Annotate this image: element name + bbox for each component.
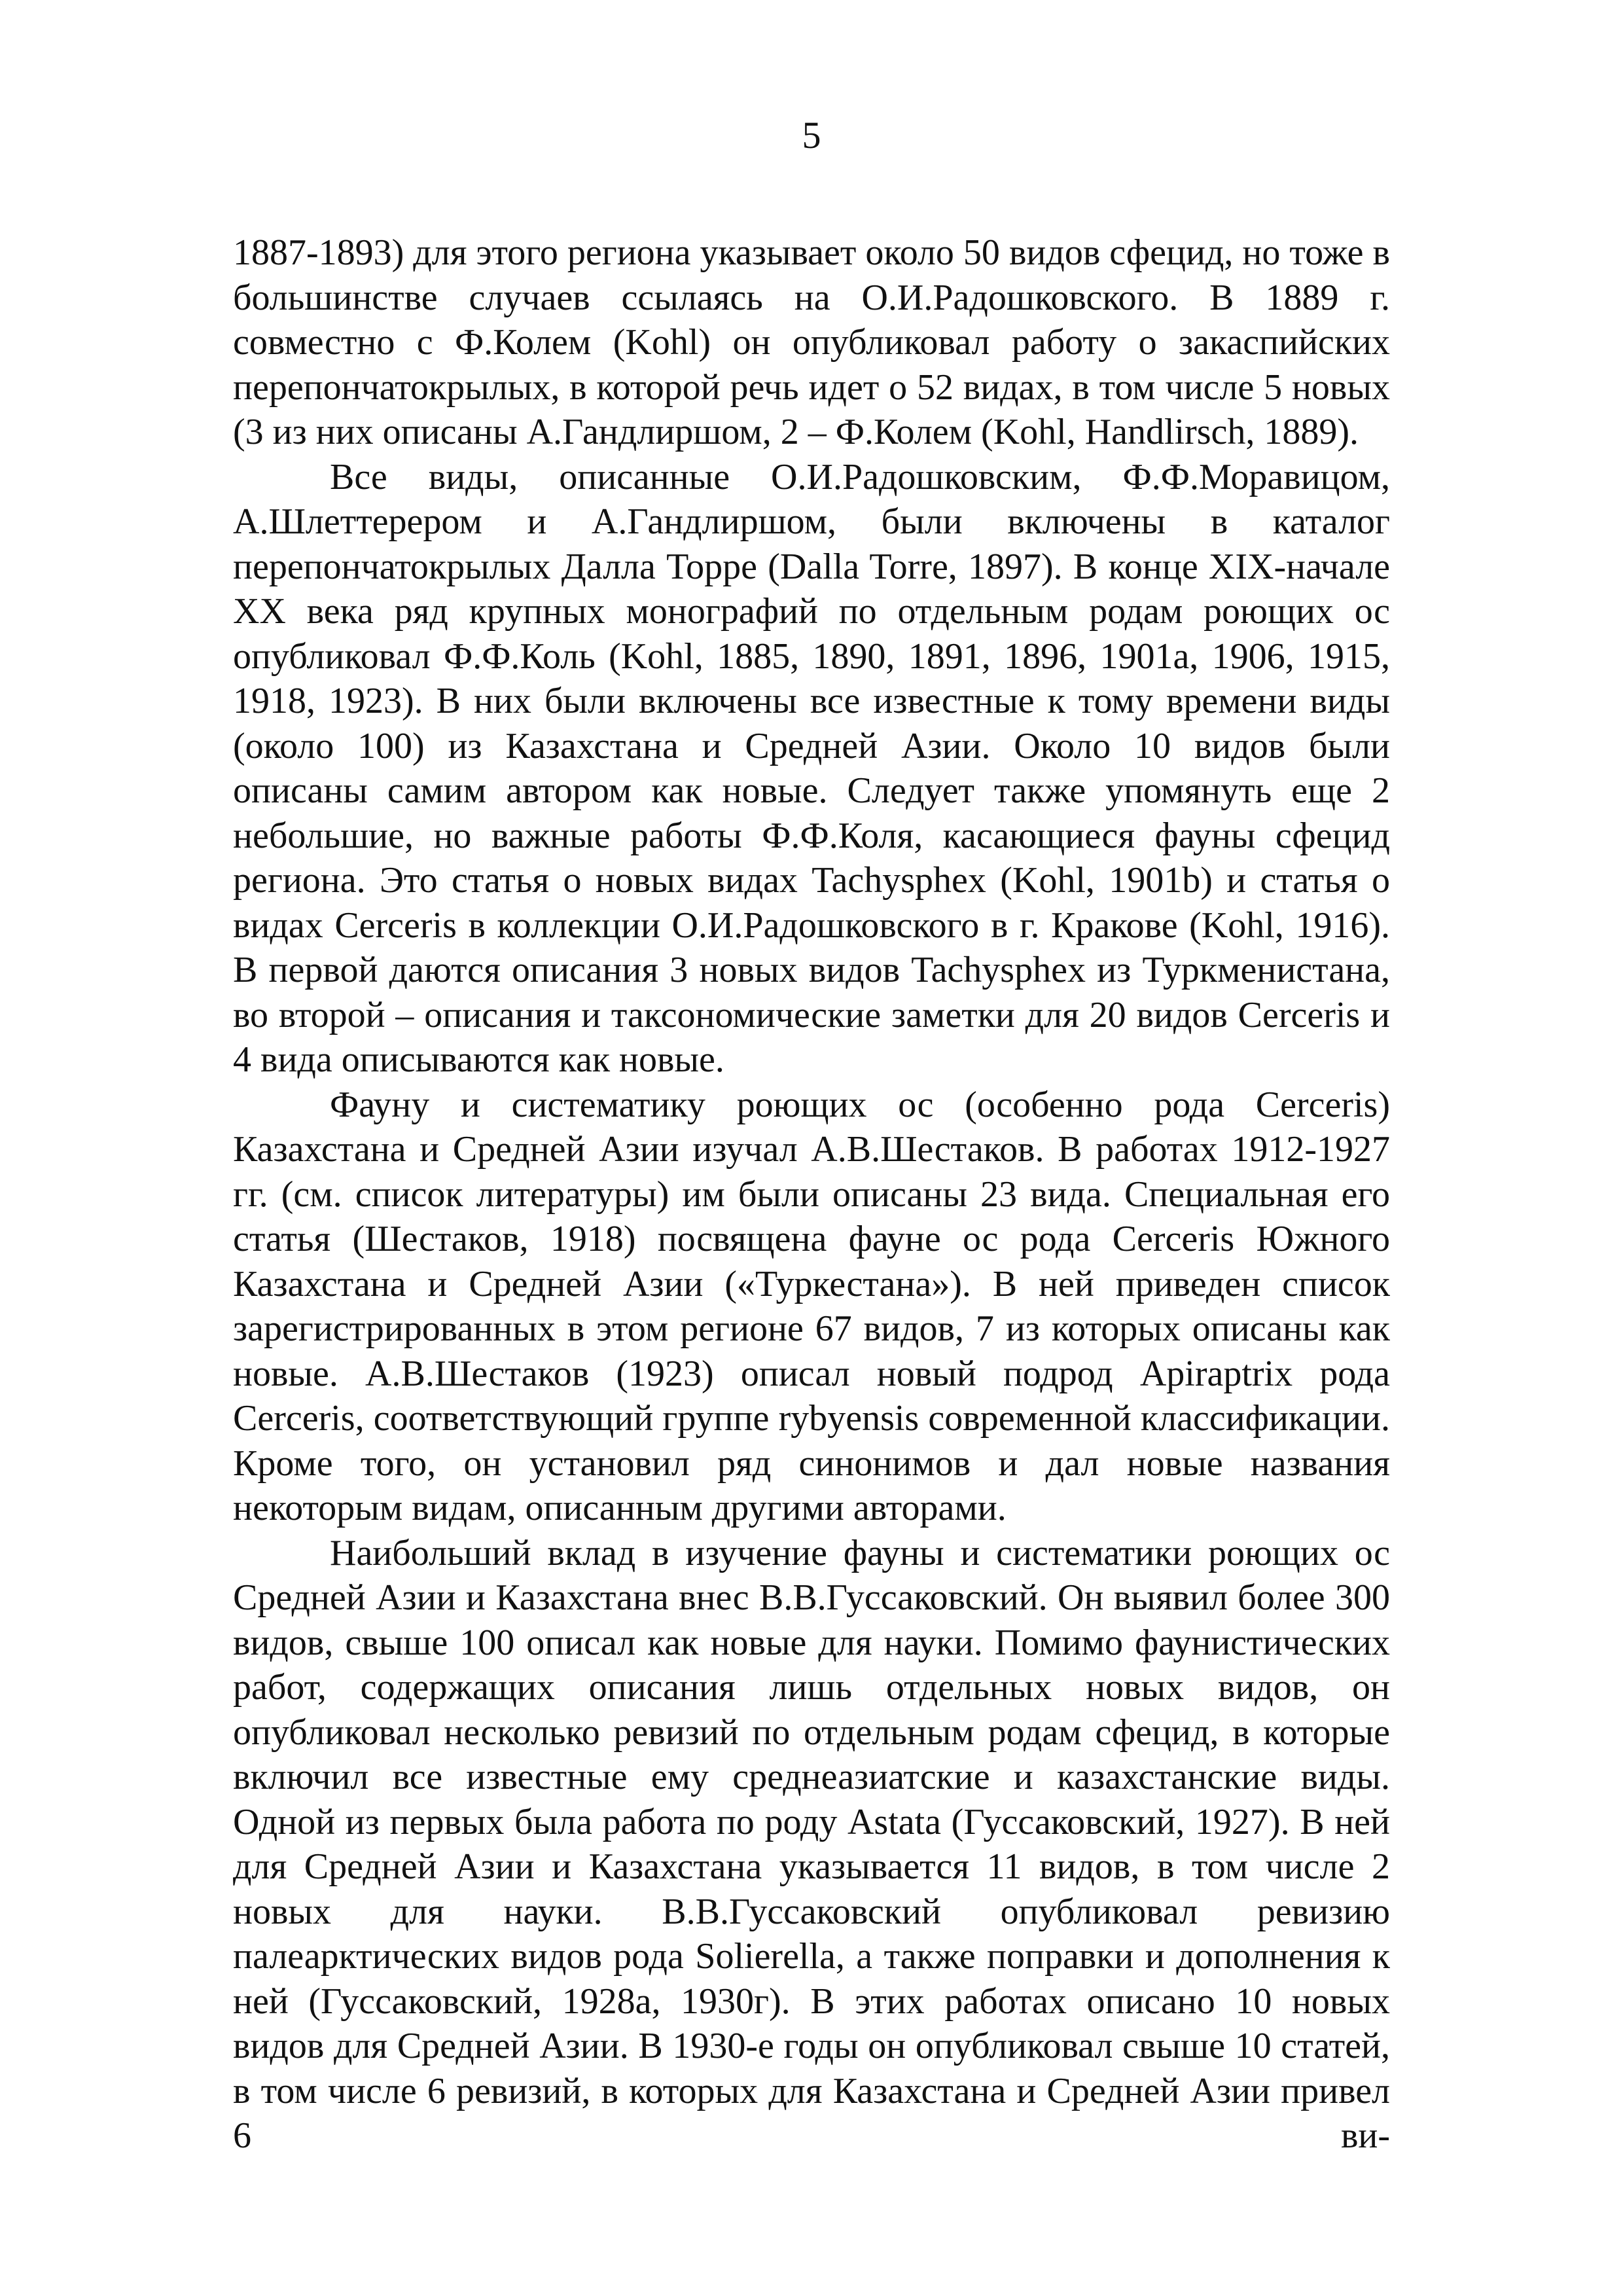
page-number: 5 bbox=[802, 114, 821, 156]
paragraph-4: Наибольший вклад в изучение фауны и систематики роющих ос Средней Азии и Казахстана внес В.В.Гуссаковский. Он выявил более 300 видов, свыше 100 описал как новые для науки. Помимо фаунистических работ, содержащих описания лишь отдельных новых видов, он опубликовал несколько ревизий по отдельным родам сфецид, в которые включил все известные ему среднеазиатские и казахстанские виды. Одной из первых была работа по роду Astata (Гуссаковский, 1927). В ней для Средней Азии и Казахстана указывается 11 видов, в том числе 2 новых для науки. В.В.Гуссаковский опубликовал ревизию палеарктических видов рода Solierella, а также поправки и дополнения к ней (Гуссаковский, 1928а, 1930г). В этих работах описано 10 новых видов для Средней Азии. В 1930-е годы он опубликовал свыше 10 статей, в том числе 6 ревизий, в которых для Казахстана и Средней Азии привел 6 ви- bbox=[233, 1532, 1390, 2156]
document-body bbox=[233, 230, 1390, 2159]
paragraph-1: 1887-1893) для этого региона указывает около 50 видов сфецид, но тоже в большинстве случаев ссылаясь на О.И.Радошковского. В 1889 г. совместно с Ф.Колем (Kohl) он опубликовал работу о закаспийских перепончатокрылых, в которой речь идет о 52 видах, в том числе 5 новых (3 из них описаны А.Гандлиршом, 2 – Ф.Колем (Kohl, Handlirsch, 1889). bbox=[233, 232, 1390, 452]
paragraph-3: Фауну и систематику роющих ос (особенно рода Cerceris) Казахстана и Средней Азии изучал А.В.Шестаков. В работах 1912-1927 гг. (см. список литературы) им были описаны 23 вида. Специальная его статья (Шестаков, 1918) посвящена фауне ос рода Cerceris Южного Казахстана и Средней Азии («Туркестана»). В ней приведен список зарегистрированных в этом регионе 67 видов, 7 из которых описаны как новые. А.В.Шестаков (1923) описал новый подрод Apiraptrix рода Cerceris, соответствующий группе rybyensis современной классификации. Кроме того, он установил ряд синонимов и дал новые названия некоторым видам, описанным другими авторами. bbox=[233, 1084, 1390, 1528]
paragraph-2: Все виды, описанные О.И.Радошковским, Ф.Ф.Моравицом, А.Шлеттерером и А.Гандлиршом, были включены в каталог перепончатокрылых Далла Торре (Dalla Torre, 1897). В конце XIX-начале XX века ряд крупных монографий по отдельным родам роющих ос опубликовал Ф.Ф.Коль (Kohl, 1885, 1890, 1891, 1896, 1901a, 1906, 1915, 1918, 1923). В них были включены все известные к тому времени виды (около 100) из Казахстана и Средней Азии. Около 10 видов были описаны самим автором как новые. Следует также упомянуть еще 2 небольшие, но важные работы Ф.Ф.Коля, касающиеся фауны сфецид региона. Это статья о новых видах Tachysphex (Kohl, 1901b) и статья о видах Cerceris в коллекции О.И.Радошковского в г. Кракове (Kohl, 1916). В первой даются описания 3 новых видов Tachysphex из Туркменистана, во второй – описания и таксономические заметки для 20 видов Cerceris и 4 вида описываются как новые. bbox=[233, 456, 1390, 1080]
